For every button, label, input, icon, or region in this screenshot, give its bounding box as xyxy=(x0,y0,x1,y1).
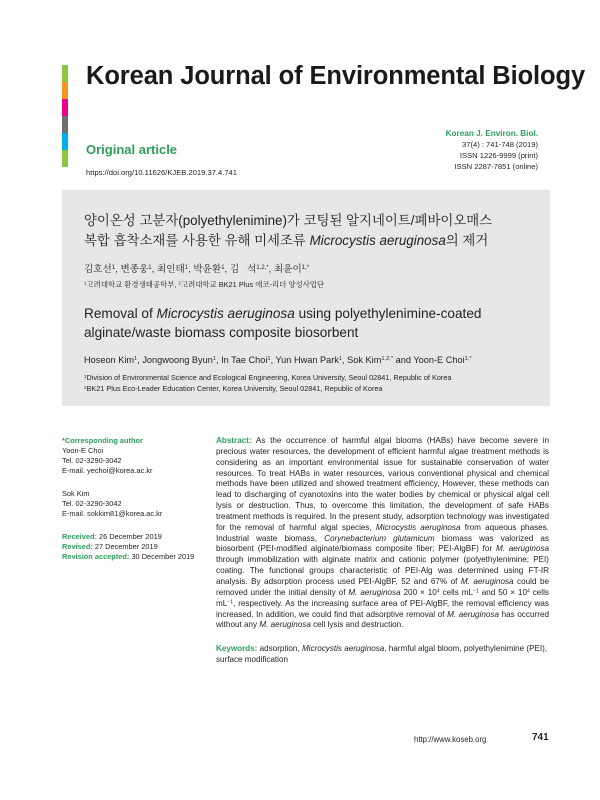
strip-segment xyxy=(62,82,68,99)
journal-abbreviation: Korean J. Environ. Biol. xyxy=(445,129,538,138)
abstract xyxy=(216,436,549,631)
superscript: −1 xyxy=(227,599,234,606)
abstract-text: cells mL xyxy=(439,587,474,597)
species-name: M. aeruginosa xyxy=(259,620,311,630)
article-type: Original article xyxy=(86,142,178,157)
english-title xyxy=(84,304,544,342)
affiliation-1 xyxy=(84,372,451,383)
author-name: 변종웅 xyxy=(120,264,149,275)
korean-title-species: Microcystis aeruginosa xyxy=(309,233,446,248)
issn-print: ISSN 1226-9999 (print) xyxy=(459,151,538,160)
author-sup: 1 xyxy=(148,265,152,272)
korean-affiliations: $^1$고려대학교 환경생태공학부, $^2$고려대학교 BK21 Plus 에코-리더 양성사업단 xyxy=(84,280,325,289)
superscript: −1 xyxy=(473,588,479,595)
author-sup: 1,2,* xyxy=(381,356,394,363)
received-value: 26 December 2019 xyxy=(98,532,162,541)
affil-text: 고려대학교 환경생태공학부 xyxy=(86,280,175,289)
strip-segment xyxy=(62,133,68,150)
abstract-label: Abstract: xyxy=(216,436,252,445)
accepted-label: Revision accepted: xyxy=(62,552,130,561)
corresponding-author-email[interactable]: E-mail. sokkim81@korea.ac.kr xyxy=(62,509,163,518)
species-name: Corynebacterium glutamicum xyxy=(324,533,435,543)
affil-text: BK21 Plus Eco-Leader Education Center, Korea University, Seoul 02841, Republic of Korea xyxy=(86,384,383,393)
author-name: 김 석 xyxy=(229,264,257,275)
abstract-text: As the occurrence of harmful algal blooms (HABs) have become severe in precious water resources, the development of efficient harmful algae treatment methods is considering as an important environmental issue for sustainable conservation of water resources. To treat HABs in water resources, various conventional physical and chemical methods have been utilized and showed treatment efficiency, However, these methods can lead to discharging of cyanotoxins into the water bodies by chemical or physical algal cell lysis or destruction. Thus, to overcome this limitation, the development of safe HABs treatment methods is required. In the present study, adsorption technology was investigated for the removal of harmful algal species, xyxy=(216,436,549,532)
english-affiliations xyxy=(84,372,451,394)
english-title-line1 xyxy=(84,304,544,323)
corresponding-author-tel: Tel. 02-3290-3042 xyxy=(62,499,122,508)
species-name: M. aeruginosa xyxy=(460,576,514,586)
species-name: Microcystis aeruginosa xyxy=(375,522,461,532)
citation-block xyxy=(446,128,538,172)
author-name: Jongwoong Byun xyxy=(142,355,213,365)
page-number: 741 xyxy=(532,732,549,743)
author-name: 최인태 xyxy=(156,264,185,275)
abstract-text: cell lysis and destruction. xyxy=(310,620,404,630)
author-sup: 1 xyxy=(134,356,138,363)
author-name: Yoon-E Choi xyxy=(413,355,465,365)
author-name: 최윤이 xyxy=(273,264,302,275)
keywords xyxy=(216,644,549,666)
species-name: Microcystis aeruginosa xyxy=(301,644,385,653)
author-sup: 1 xyxy=(221,265,225,272)
affil-sup: 1 xyxy=(84,280,87,286)
author-sup: 1,2,* xyxy=(256,265,269,272)
corresponding-author-tel: Tel. 02-3290-3042 xyxy=(62,456,122,465)
doi-link[interactable]: https://doi.org/10.11626/KJEB.2019.37.4.741 xyxy=(86,168,238,177)
korean-authors: 김호선$^1$, 변종웅$^1$, 최인태$^1$, 박윤환$^1$, 김 석$^{1,2,*}$, 최윤이$^{1,*}$ xyxy=(84,264,310,275)
species-name: M. aeruginosa xyxy=(495,544,549,554)
corresponding-author-email[interactable]: E-mail. yechoi@korea.ac.kr xyxy=(62,466,153,475)
author-sup: 1,* xyxy=(301,265,310,272)
english-title-text: Removal of xyxy=(84,306,157,321)
revised-value: 27 December 2019 xyxy=(94,542,158,551)
affil-text: Division of Environmental Science and Ecological Engineering, Korea University, Seoul 02841, Republic of Korea xyxy=(86,373,452,382)
species-name: M. aeruginosa xyxy=(447,609,499,619)
abstract-text: , respectively. As the increasing surface area of PEI-AlgBF, the removal efficiency was increased. In addition, we could find that adsorptive removal of xyxy=(216,598,549,619)
accepted-date xyxy=(62,552,212,562)
abstract-text: and 50 × 10 xyxy=(478,587,527,597)
author-name: In Tae Choi xyxy=(221,355,268,365)
abstract-text: from aqueous phases. Industrial waste biomass, xyxy=(216,522,549,543)
corresponding-author-name: Yoon-E Choi xyxy=(62,446,104,455)
author-sup: 1 xyxy=(184,265,189,272)
korean-title-line2 xyxy=(84,231,534,251)
english-title-species: Microcystis aeruginosa xyxy=(156,306,295,321)
english-title-line2: alginate/waste biomass composite biosorbent xyxy=(84,325,359,340)
strip-segment xyxy=(62,99,68,116)
strip-segment xyxy=(62,116,68,133)
journal-color-strip xyxy=(62,65,68,167)
spacer xyxy=(62,519,212,532)
abstract-text: through immobilization with alginate matrix and cationic polymer (polyethylenimine; PEI) coating. The functional groups characteristic of PEI-Alg was determined using FT-IR analysis. By adsorption process used PEI-AlgBF, 52 and 67% of xyxy=(216,555,549,586)
superscript: 4 xyxy=(526,588,530,595)
spacer xyxy=(62,476,212,489)
abstract-text: could be removed under the initial density of xyxy=(216,576,549,597)
author-name: Sok Kim xyxy=(347,355,382,365)
volume-pages: 37(4) : 741-748 (2019) xyxy=(462,140,538,149)
korean-title-line1: 양이온성 고분자(polyethylenimine)가 코팅된 알지네이트/폐바이오매스 xyxy=(84,213,493,228)
corresponding-author-label: *Corresponding author xyxy=(62,436,143,445)
author-sup: 1 xyxy=(111,265,116,272)
keywords-text: adsorption, xyxy=(257,644,302,653)
author-name: 박윤환 xyxy=(193,264,222,275)
species-name: M. aeruginosa xyxy=(348,587,401,597)
issn-online: ISSN 2287-7851 (online) xyxy=(454,162,538,171)
author-sup: 1,* xyxy=(464,356,472,363)
superscript: 4 xyxy=(436,588,440,595)
author-sup: 1 xyxy=(267,356,271,363)
affil-sup: 2 xyxy=(84,384,87,390)
author-sup: 1 xyxy=(212,356,216,363)
revised-date xyxy=(62,542,212,552)
abstract-text: cells mL xyxy=(216,587,549,608)
korean-title-text: 복합 흡착소재를 사용한 유해 미세조류 xyxy=(84,233,310,248)
author-name: Hoseon Kim xyxy=(84,355,135,365)
korean-title xyxy=(84,211,534,251)
english-title-text: using polyethylenimine-coated xyxy=(294,306,482,321)
korean-title-text: 의 제거 xyxy=(445,233,489,248)
affil-sup: 1 xyxy=(84,373,87,379)
footer-url[interactable]: http://www.koseb.org xyxy=(414,735,487,744)
received-date xyxy=(62,532,212,542)
journal-title: Korean Journal of Environmental Biology xyxy=(86,62,586,90)
author-name: 김호선 xyxy=(84,264,112,275)
abstract-text: has occurred without any xyxy=(216,609,549,630)
english-authors: Hoseon Kim$^1$, Jongwoong Byun$^1$, In Tae Choi$^1$, Yun Hwan Park$^1$, Sok Kim$^{1,2,*}$ and Yoon-E Choi$^{1,*}$ xyxy=(84,355,472,365)
affil-sup: 2 xyxy=(178,280,181,286)
affiliation-2 xyxy=(84,383,451,394)
author-name: Yun Hwan Park xyxy=(275,355,339,365)
author-sup: 1 xyxy=(338,356,343,363)
accepted-value: 30 December 2019 xyxy=(131,552,195,561)
strip-segment xyxy=(62,150,68,167)
keywords-text: , harmful algal bloom, polyethylenimine (PEI), surface modification xyxy=(216,644,548,664)
received-label: Received: xyxy=(62,532,97,541)
strip-segment xyxy=(62,65,68,82)
abstract-text: 200 × 10 xyxy=(400,587,437,597)
corresponding-author-name: Sok Kim xyxy=(62,489,90,498)
affil-text: 고려대학교 BK21 Plus 에코-리더 양성사업단 xyxy=(180,280,325,289)
keywords-label: Keywords: xyxy=(216,644,258,653)
abstract-text: biomass was valorized as biosorbent (PEI-modified alginate/biomass composite fiber; PEI-AlgBF) for xyxy=(216,533,549,554)
article-dates xyxy=(62,532,212,562)
revised-label: Revised: xyxy=(62,542,93,551)
sidebar-info xyxy=(62,436,212,562)
